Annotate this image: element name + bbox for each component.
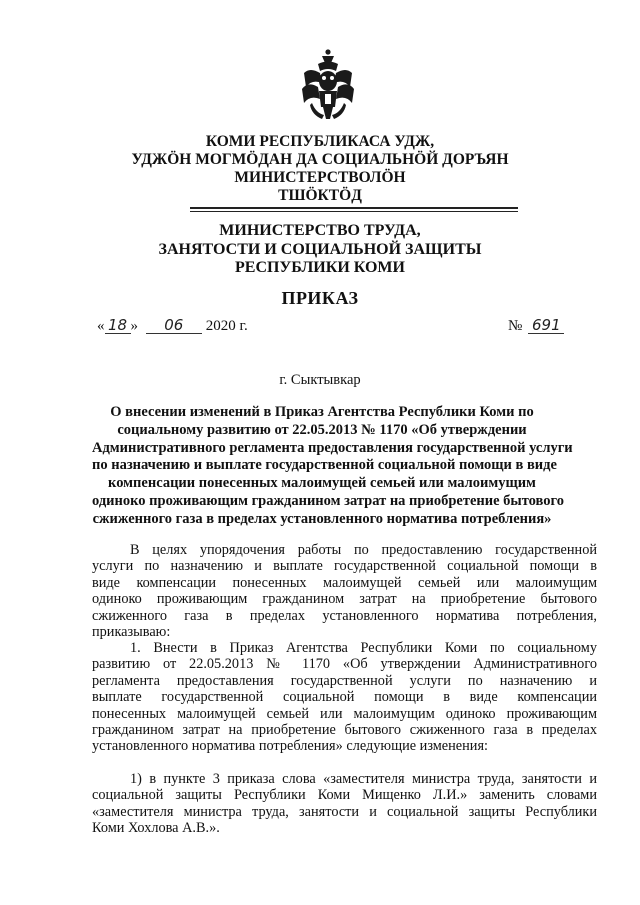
order-number <box>508 318 564 335</box>
order-subject <box>92 404 573 529</box>
paragraph-line: услуги по назначению и выплате государственной социальной помощи в <box>92 558 597 575</box>
subject-line: компенсации понесенных малоимущей семьей или малоимущим <box>108 475 536 492</box>
date-quote-open: « <box>97 318 105 334</box>
paragraph-line: развитию от 22.05.2013 № 1170 «Об утверждении Административного <box>92 656 597 673</box>
subitem-1-paragraph <box>92 771 597 837</box>
subject-line: сжиженного газа в пределах установленного норматива потребления» <box>92 510 552 527</box>
item-1-paragraph <box>92 640 597 755</box>
paragraph-line: одиноко проживающим гражданином затрат на приобретение бытового <box>92 591 597 608</box>
paragraph-line: социальной защиты Республики Коми Мищенко Л.И.» заменить словами <box>92 787 597 804</box>
paragraph-line: 1. Внести в Приказ Агентства Республики Коми по социальному <box>130 640 597 656</box>
paragraph-line: выплате государственной социальной помощи в виде компенсации <box>92 689 597 706</box>
subject-line: по назначению и выплате государственной социальной помощи в виде <box>92 457 557 474</box>
coat-of-arms-emblem <box>300 47 356 123</box>
paragraph-line: регламента предоставления государственной услуги по назначению и <box>92 672 597 689</box>
header-komi-line: МИНИСТЕРСТВОЛӦН <box>234 169 406 186</box>
header-divider-thick <box>190 207 518 209</box>
header-ru-line: РЕСПУБЛИКИ КОМИ <box>235 259 405 276</box>
subject-line: Административного регламента предоставления государственной услуги <box>92 439 573 456</box>
header-komi-line: УДЖӦН МОГМӦДАН ДА СОЦИАЛЬНӦЙ ДОРЪЯН <box>131 151 509 168</box>
city-name: г. Сыктывкар <box>279 372 361 388</box>
number-label: № <box>508 318 523 334</box>
subject-line: социальному развитию от 22.05.2013 № 1170 «Об утверждении <box>117 421 527 438</box>
paragraph-line: понесенных малоимущей семьей или малоимущим одиноко проживающим <box>92 705 597 722</box>
date-month: 06 <box>146 318 202 334</box>
paragraph-line: установленного норматива потребления» следующие изменения: <box>92 738 489 755</box>
paragraph-line: «заместителя министра труда, занятости и социальной защиты Республики <box>92 803 597 820</box>
order-date <box>97 318 248 335</box>
header-komi <box>90 133 550 205</box>
paragraph-line: сжиженного газа в пределах установленного норматива потребления, <box>92 607 597 624</box>
paragraph-line: гражданином затрат на приобретение бытового сжиженного газа в пределах <box>92 722 597 739</box>
header-divider-thin <box>190 211 518 212</box>
paragraph-line: Коми Хохлова А.В.». <box>92 820 220 837</box>
paragraph-line: В целях упорядочения работы по предоставлению государственной <box>130 542 597 558</box>
subject-line: одиноко проживающим гражданином затрат на приобретение бытового <box>92 492 565 509</box>
date-quote-close: » <box>130 318 138 334</box>
date-day: 18 <box>105 318 131 334</box>
header-komi-line: ТШӦКТӦД <box>278 187 362 204</box>
paragraph-line: 1) в пункте 3 приказа слова «заместителя министра труда, занятости и <box>130 771 597 787</box>
document-title: ПРИКАЗ <box>281 288 359 308</box>
date-year: 2020 г. <box>205 318 248 334</box>
header-komi-line: КОМИ РЕСПУБЛИКАСА УДЖ, <box>205 133 435 150</box>
subject-line: О внесении изменений в Приказ Агентства Республики Коми по <box>110 404 534 420</box>
preamble-paragraph <box>92 542 597 640</box>
header-russian <box>90 222 550 278</box>
number-value: 691 <box>528 318 564 334</box>
paragraph-line: приказываю: <box>92 624 171 641</box>
paragraph-line: виде компенсации понесенных малоимущей семьей или малоимущим <box>92 574 597 591</box>
header-ru-line: ЗАНЯТОСТИ И СОЦИАЛЬНОЙ ЗАЩИТЫ <box>158 240 482 258</box>
header-ru-line: МИНИСТЕРСТВО ТРУДА, <box>219 222 421 239</box>
